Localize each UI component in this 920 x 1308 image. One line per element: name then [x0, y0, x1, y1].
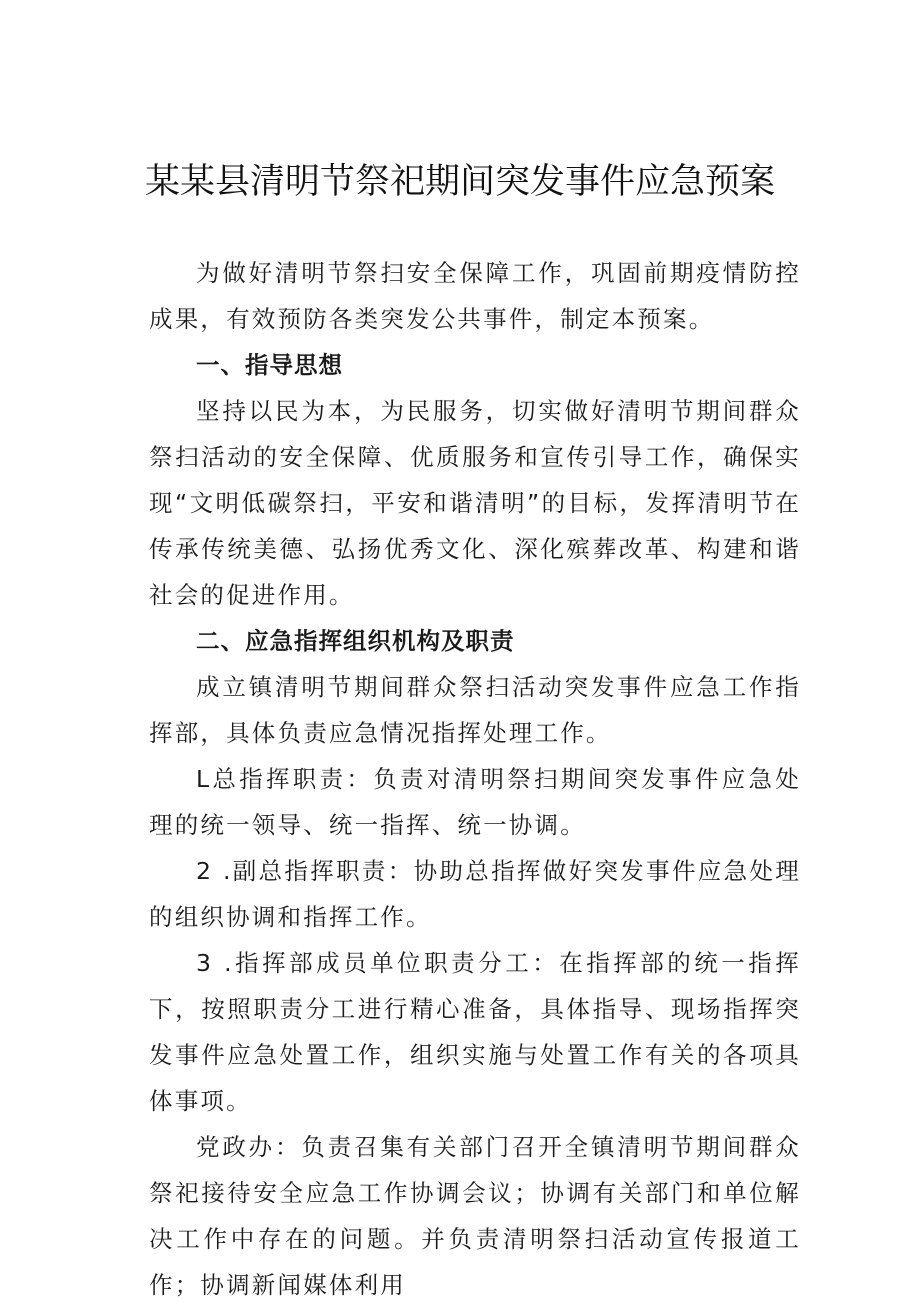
paragraph-intro: 为做好清明节祭扫安全保障工作，巩固前期疫情防控成果，有效预防各类突发公共事件，制定本预案。	[149, 259, 801, 333]
paragraph-deputy-commander-duties: 2 .副总指挥职责：协助总指挥做好突发事件应急处理的组织协调和指挥工作。	[149, 857, 801, 931]
document-body	[149, 250, 801, 1308]
paragraph-party-office-duties: 党政办：负责召集有关部门召开全镇清明节期间群众祭祀接待安全应急工作协调会议；协调有关部门和单位解决工作中存在的问题。并负责清明祭扫活动宣传报道工作；协调新闻媒体利用	[149, 1133, 801, 1299]
paragraph-command-headquarters: 成立镇清明节期间群众祭扫活动突发事件应急工作指挥部，具体负责应急情况指挥处理工作。	[149, 673, 801, 747]
section-heading-guiding-ideology: 一、指导思想	[196, 351, 343, 379]
section-heading-command-organization: 二、应急指挥组织机构及职责	[196, 627, 515, 655]
paragraph-chief-commander-duties: L总指挥职责：负责对清明祭扫期间突发事件应急处理的统一领导、统一指挥、统一协调。	[149, 765, 801, 839]
document-title: 某某县清明节祭祀期间突发事件应急预案	[144, 162, 775, 202]
paragraph-member-unit-duties: 3 .指挥部成员单位职责分工：在指挥部的统一指挥下，按照职责分工进行精心准备，具体指导、现场指挥突发事件应急处置工作，组织实施与处置工作有关的各项具体事项。	[149, 949, 801, 1115]
paragraph-guiding-ideology: 坚持以民为本，为民服务，切实做好清明节期间群众祭扫活动的安全保障、优质服务和宣传引导工作，确保实现“文明低碳祭扫，平安和谐清明”的目标，发挥清明节在传承传统美德、弘扬优秀文化、深化殡葬改革、构建和谐社会的促进作用。	[149, 397, 801, 609]
